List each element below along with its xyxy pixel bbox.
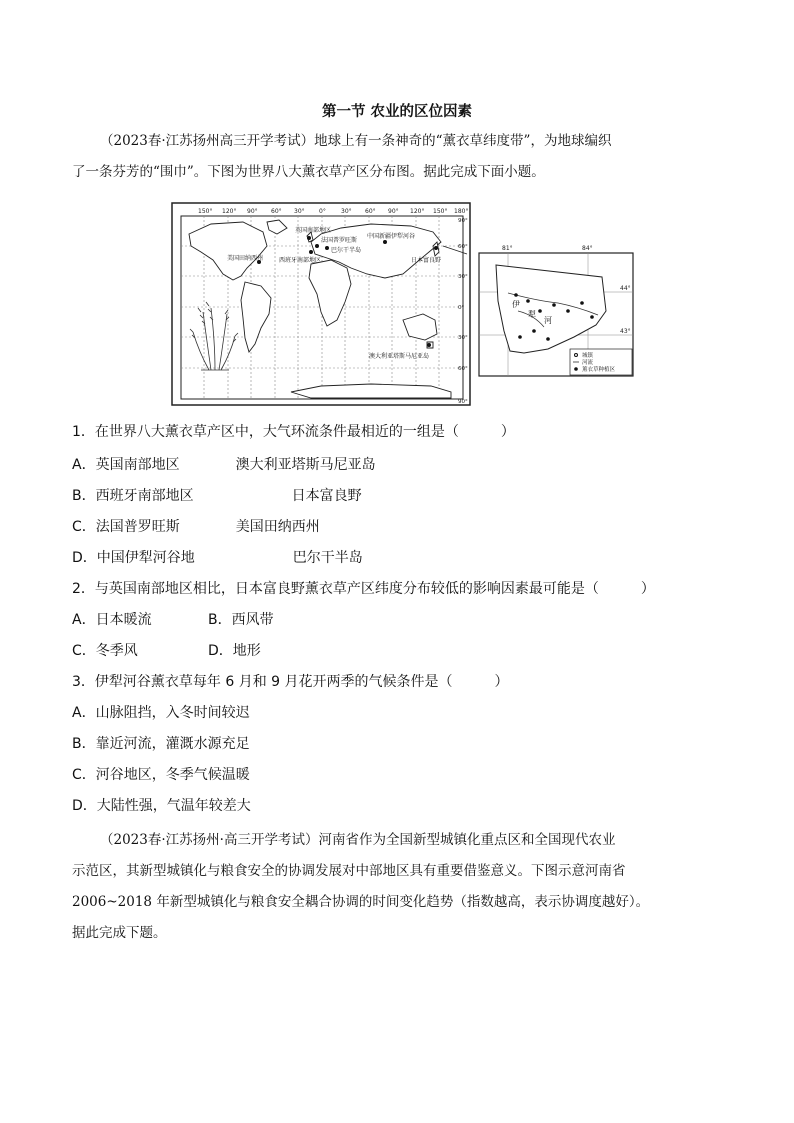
lon-label: 0° xyxy=(319,208,326,215)
inset-lon-label: 81° xyxy=(502,245,513,252)
lon-label: 60° xyxy=(365,208,376,215)
place-label-provence: 法国普罗旺斯 xyxy=(321,237,358,244)
region-dot xyxy=(427,343,431,347)
lon-label: 180° xyxy=(454,208,469,215)
place-label-england: 英国南部地区 xyxy=(295,227,332,234)
inset-lat-label: 44° xyxy=(620,285,631,292)
planting-legend-icon xyxy=(574,367,578,371)
place-label-tasmania: 澳大利亚塔斯马尼亚岛 xyxy=(369,353,430,360)
region-dot xyxy=(315,244,319,248)
yili-valley-inset-map xyxy=(478,241,634,378)
legend-planting-label: 薰衣草种植区 xyxy=(582,367,616,373)
legend-town-label: 城镇 xyxy=(582,353,594,359)
lon-label: 150° xyxy=(433,208,448,215)
intro-2-line-4: 据此完成下题。 xyxy=(72,925,167,941)
lon-label: 30° xyxy=(294,208,305,215)
inset-legend xyxy=(570,349,632,375)
lat-label: 60° xyxy=(458,244,468,250)
lon-label: 120° xyxy=(222,208,237,215)
lon-label: 120° xyxy=(410,208,425,215)
place-label-yili: 中国新疆伊犁河谷 xyxy=(367,233,416,240)
section-title: 第一节 农业的区位因素 xyxy=(321,104,473,120)
lon-label: 90° xyxy=(388,208,399,215)
lon-label: 150° xyxy=(198,208,213,215)
question-1-option-d[interactable]: D．中国伊犁河谷地 巴尔干半岛 xyxy=(72,550,363,566)
lat-label: 60° xyxy=(458,366,468,372)
question-3-stem: 3．伊犁河谷薰衣草每年 6 月和 9 月花开两季的气候条件是（ ） xyxy=(72,674,509,690)
question-2-option-c[interactable]: C．冬季风 xyxy=(72,643,138,659)
question-2-stem: 2．与英国南部地区相比，日本富良野薰衣草产区纬度分布较低的影响因素最可能是（ ） xyxy=(72,581,655,597)
river-label: 伊 xyxy=(512,300,520,309)
question-3-option-a[interactable]: A．山脉阻挡，入冬时间较迟 xyxy=(72,705,250,721)
place-label-furano: 日本富良野 xyxy=(411,257,442,264)
question-3-option-b[interactable]: B．靠近河流，灌溉水源充足 xyxy=(72,736,250,752)
intro-2-line-1: （2023春·江苏扬州·高三开学考试）河南省作为全国新型城镇化重点区和全国现代农业 xyxy=(100,832,616,848)
lat-label: 30° xyxy=(458,274,468,280)
question-3-option-d[interactable]: D．大陆性强，气温年较差大 xyxy=(72,798,251,814)
region-dot xyxy=(307,236,311,240)
lat-label: 90° xyxy=(458,218,468,224)
question-2-option-b[interactable]: B．西风带 xyxy=(208,612,274,628)
question-1-option-c[interactable]: C．法国普罗旺斯 美国田纳西州 xyxy=(72,519,320,535)
region-dot xyxy=(434,246,438,250)
intro-paragraph-1 xyxy=(72,126,742,188)
lat-label: 0° xyxy=(458,305,465,311)
lon-label: 30° xyxy=(341,208,352,215)
world-lavender-map xyxy=(171,202,471,406)
intro-paragraph-2 xyxy=(72,825,742,949)
region-dot xyxy=(383,240,387,244)
inset-lat-label: 43° xyxy=(620,328,631,335)
intro-2-line-3: 2006~2018 年新型城镇化与粮食安全耦合协调的时间变化趋势（指数越高，表示协调度越好）。 xyxy=(72,894,650,910)
intro-2-line-2: 示范区，其新型城镇化与粮食安全的协调发展对中部地区具有重要借鉴意义。下图示意河南省 xyxy=(72,863,626,879)
lat-label: 30° xyxy=(458,335,468,341)
question-1-stem: 1．在世界八大薰衣草产区中，大气环流条件最相近的一组是（ ） xyxy=(72,424,515,440)
place-label-tennessee: 美国田纳西州 xyxy=(227,255,264,262)
place-label-balkan: 巴尔干半岛 xyxy=(331,247,362,254)
lat-label: 90° xyxy=(458,399,468,405)
region-dot xyxy=(309,250,313,254)
question-3-option-c[interactable]: C．河谷地区，冬季气候温暖 xyxy=(72,767,250,783)
river-label: 犁 xyxy=(528,310,536,319)
lon-label: 60° xyxy=(271,208,282,215)
legend-river-label: 河流 xyxy=(582,360,594,366)
river-label: 河 xyxy=(544,316,552,325)
place-label-spain: 西班牙南部地区 xyxy=(279,257,322,264)
question-2-option-a[interactable]: A．日本暖流 xyxy=(72,612,152,628)
inset-lon-label: 84° xyxy=(582,245,593,252)
region-dot xyxy=(325,246,329,250)
question-1-option-a[interactable]: A．英国南部地区 澳大利亚塔斯马尼亚岛 xyxy=(72,457,376,473)
intro-1-line-1: （2023春·江苏扬州高三开学考试）地球上有一条神奇的“薰衣草纬度带”，为地球编织 xyxy=(100,133,612,149)
lon-label: 90° xyxy=(247,208,258,215)
question-1-option-b[interactable]: B．西班牙南部地区 日本富良野 xyxy=(72,488,362,504)
intro-1-line-2: 了一条芬芳的“围巾”。下图为世界八大薰衣草产区分布图。据此完成下面小题。 xyxy=(72,164,545,180)
question-2-option-d[interactable]: D．地形 xyxy=(208,643,261,659)
